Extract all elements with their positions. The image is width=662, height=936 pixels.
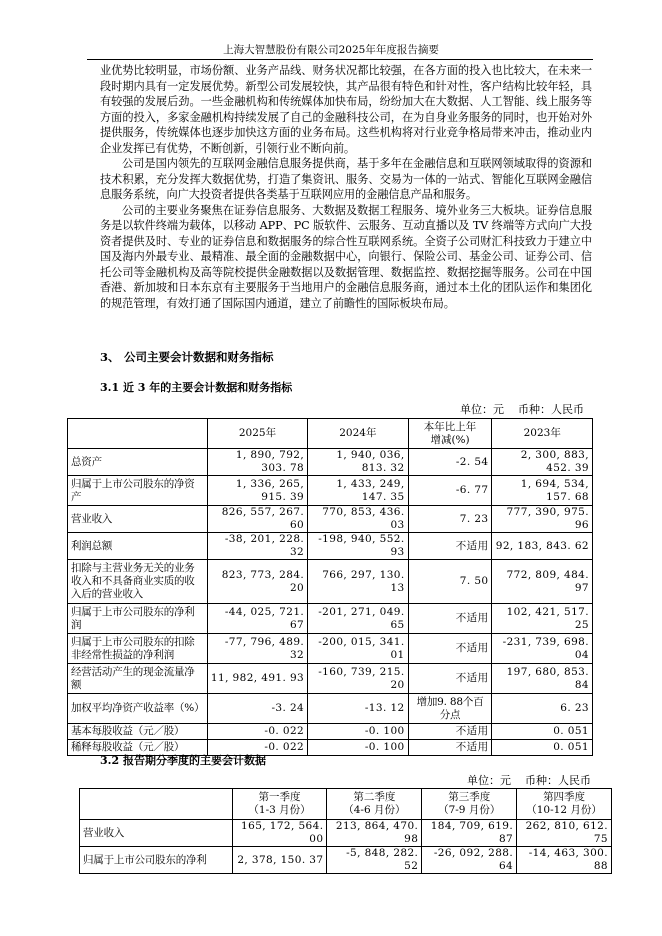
cell-value: 增加9. 88个百分点 bbox=[408, 694, 492, 724]
cell-value: 2, 378, 150. 37 bbox=[232, 847, 327, 874]
table-row bbox=[80, 820, 612, 847]
cell-value: 不适用 bbox=[408, 533, 492, 560]
cell-value: 不适用 bbox=[408, 664, 492, 694]
unit-line-2 bbox=[467, 772, 591, 788]
cell-value: 1, 433, 249, 147. 35 bbox=[308, 476, 408, 506]
cell-value: -13. 12 bbox=[308, 694, 408, 724]
cell-value: 1, 694, 534, 157. 68 bbox=[492, 476, 593, 506]
header-cell bbox=[80, 789, 233, 820]
cell-value: -160, 739, 215. 20 bbox=[308, 664, 408, 694]
cell-value: -38, 201, 228. 32 bbox=[207, 533, 307, 560]
unit-label: 单位：元 bbox=[460, 403, 504, 416]
cell-value: -14, 463, 300. 88 bbox=[517, 847, 612, 874]
header-cell: 第三季度 （7-9 月份） bbox=[422, 789, 517, 820]
cell-value: 1, 940, 036, 813. 32 bbox=[308, 449, 408, 476]
cell-value: -0. 100 bbox=[308, 740, 408, 756]
section-3-2-heading: 3.2 报告期分季度的主要会计数据 bbox=[100, 754, 266, 767]
row-label: 营业收入 bbox=[80, 820, 233, 847]
row-label: 加权平均净资产收益率（%） bbox=[68, 694, 208, 724]
body-text bbox=[100, 63, 592, 311]
cell-value: -6. 77 bbox=[408, 476, 492, 506]
cell-value: 7. 23 bbox=[408, 506, 492, 533]
table-row bbox=[68, 724, 593, 740]
header-divider bbox=[87, 59, 593, 60]
header-cell: 2025年 bbox=[207, 419, 307, 449]
cell-value: 213, 864, 470. 98 bbox=[327, 820, 422, 847]
header-cell: 本年比上年 增减(%) bbox=[408, 419, 492, 449]
header-cell: 2023年 bbox=[492, 419, 593, 449]
row-label: 扣除与主营业务无关的业务收入和不具备商业实质的收入后的营业收入 bbox=[68, 560, 208, 604]
cell-value: 92, 183, 843. 62 bbox=[492, 533, 593, 560]
cell-value: 1, 336, 265, 915. 39 bbox=[207, 476, 307, 506]
cell-value: 0. 051 bbox=[492, 724, 593, 740]
cell-value: -77, 796, 489. 32 bbox=[207, 634, 307, 664]
unit-line-1 bbox=[460, 401, 584, 417]
cell-value: 823, 773, 284. 20 bbox=[207, 560, 307, 604]
cell-value: -200, 015, 341. 01 bbox=[308, 634, 408, 664]
cell-value: -0. 100 bbox=[308, 724, 408, 740]
row-label: 利润总额 bbox=[68, 533, 208, 560]
cell-value: -0. 022 bbox=[207, 740, 307, 756]
cell-value: 777, 390, 975. 96 bbox=[492, 506, 593, 533]
cell-value: -198, 940, 552. 93 bbox=[308, 533, 408, 560]
cell-value: 102, 421, 517. 25 bbox=[492, 604, 593, 634]
currency-label: 币种：人民币 bbox=[525, 774, 591, 787]
cell-value: 262, 810, 612. 75 bbox=[517, 820, 612, 847]
row-label: 稀释每股收益（元／股） bbox=[68, 740, 208, 756]
header-cell: 第一季度 （1-3 月份） bbox=[232, 789, 327, 820]
row-label: 归属于上市公司股东的净利润 bbox=[68, 604, 208, 634]
cell-value: -5, 848, 282. 52 bbox=[327, 847, 422, 874]
cell-value: -2. 54 bbox=[408, 449, 492, 476]
header-cell bbox=[68, 419, 208, 449]
table-row bbox=[68, 560, 593, 604]
table-row bbox=[68, 694, 593, 724]
cell-value: 184, 709, 619. 87 bbox=[422, 820, 517, 847]
cell-value: -3. 24 bbox=[207, 694, 307, 724]
table-row bbox=[68, 634, 593, 664]
paragraph-3: 公司的主要业务聚焦在证券信息服务、大数据及数据工程服务、境外业务三大板块。证券信息服务是以软件终端为载体，以移动 APP、PC 版软件、云服务、互动直播以及 TV 终端等方式向广大投资者提供及时、专业的证券信息和数据服务的综合性互联网系统。全资子公司财汇科技致力于建立中国及海内外最专业、最精准、最全面的金融数据中心，向银行、保险公司、基金公司、证券公司、信托公司等金融机构及高等院校提供金融数据以及数据管理、数据监控、数据挖掘等服务。公司在中国香港、新加坡和日本东京有主要服务于当地用户的金融信息服务商，通过本土化的团队运作和集团化的规范管理，有效打通了国际国内通道，建立了前瞻性的国际板块布局。 bbox=[100, 203, 592, 310]
accounting-data-table bbox=[67, 418, 593, 756]
row-label: 总资产 bbox=[68, 449, 208, 476]
cell-value: 7. 50 bbox=[408, 560, 492, 604]
header-cell: 第二季度 （4-6 月份） bbox=[327, 789, 422, 820]
cell-value: -44, 025, 721. 67 bbox=[207, 604, 307, 634]
row-label: 营业收入 bbox=[68, 506, 208, 533]
cell-value: -201, 271, 049. 65 bbox=[308, 604, 408, 634]
cell-value: -231, 739, 698. 04 bbox=[492, 634, 593, 664]
table-row bbox=[68, 604, 593, 634]
row-label: 基本每股收益（元／股） bbox=[68, 724, 208, 740]
cell-value: 0. 051 bbox=[492, 740, 593, 756]
paragraph-1: 业优势比较明显，市场份额、业务产品线、财务状况都比较强，在各方面的投入也比较大，在未来一段时期内具有一定发展优势。新型公司发展较快，其产品很有特色和针对性，客户结构比较年轻，具有较强的发展后劲。一些金融机构和传统媒体加快布局，纷纷加大在大数据、人工智能、线上服务等方面的投入，多家金融机构持续发展了自己的金融科技公司，在为自身业务服务的同时，也开始对外提供服务，传统媒体也逐步加快这方面的业务布局。这些机构将对行业竞争格局带来冲击，推动业内企业发挥已有优势，不断创新，引领行业不断向前。 bbox=[100, 64, 592, 155]
row-label: 经营活动产生的现金流量净额 bbox=[68, 664, 208, 694]
cell-value: 不适用 bbox=[408, 604, 492, 634]
cell-value: 不适用 bbox=[408, 724, 492, 740]
row-label: 归属于上市公司股东的扣除非经常性损益的净利润 bbox=[68, 634, 208, 664]
header-cell: 第四季度 （10-12 月份） bbox=[517, 789, 612, 820]
table-row bbox=[68, 664, 593, 694]
header-cell: 2024年 bbox=[308, 419, 408, 449]
cell-value: -26, 092, 288. 64 bbox=[422, 847, 517, 874]
cell-value: 不适用 bbox=[408, 634, 492, 664]
page-header: 上海大智慧股份有限公司2025年年度报告摘要 bbox=[223, 44, 439, 56]
table-row bbox=[68, 533, 593, 560]
row-label: 归属于上市公司股东的净资产 bbox=[68, 476, 208, 506]
table-row bbox=[68, 506, 593, 533]
cell-value: 2, 300, 883, 452. 39 bbox=[492, 449, 593, 476]
cell-value: 不适用 bbox=[408, 740, 492, 756]
cell-value: 770, 853, 436. 03 bbox=[308, 506, 408, 533]
section-3-heading bbox=[100, 349, 274, 365]
cell-value: 11, 982, 491. 93 bbox=[207, 664, 307, 694]
table-header-row bbox=[68, 419, 593, 449]
table-row bbox=[68, 449, 593, 476]
row-label: 归属于上市公司股东的净利 bbox=[80, 847, 233, 874]
section-3-title: 公司主要会计数据和财务指标 bbox=[124, 350, 274, 364]
table-row bbox=[80, 847, 612, 874]
cell-value: 826, 557, 267. 60 bbox=[207, 506, 307, 533]
cell-value: 6. 23 bbox=[492, 694, 593, 724]
currency-label: 币种：人民币 bbox=[518, 403, 584, 416]
unit-label: 单位：元 bbox=[467, 774, 511, 787]
quarterly-data-table bbox=[79, 788, 612, 874]
cell-value: -0. 022 bbox=[207, 724, 307, 740]
cell-value: 766, 297, 130. 13 bbox=[308, 560, 408, 604]
cell-value: 197, 680, 853. 84 bbox=[492, 664, 593, 694]
cell-value: 772, 809, 484. 97 bbox=[492, 560, 593, 604]
section-3-1-heading: 3.1 近 3 年的主要会计数据和财务指标 bbox=[100, 381, 293, 394]
section-3-number: 3、 bbox=[100, 350, 120, 364]
cell-value: 165, 172, 564. 00 bbox=[232, 820, 327, 847]
cell-value: 1, 890, 792, 303. 78 bbox=[207, 449, 307, 476]
table-row bbox=[68, 476, 593, 506]
table-header-row bbox=[80, 789, 612, 820]
paragraph-2: 公司是国内领先的互联网金融信息服务提供商，基于多年在金融信息和互联网领域取得的资源和技术积累，充分发挥大数据优势，打造了集资讯、服务、交易为一体的一站式、智能化互联网金融信息服务系统，向广大投资者提供各类基于互联网应用的金融信息产品和服务。 bbox=[100, 157, 592, 201]
